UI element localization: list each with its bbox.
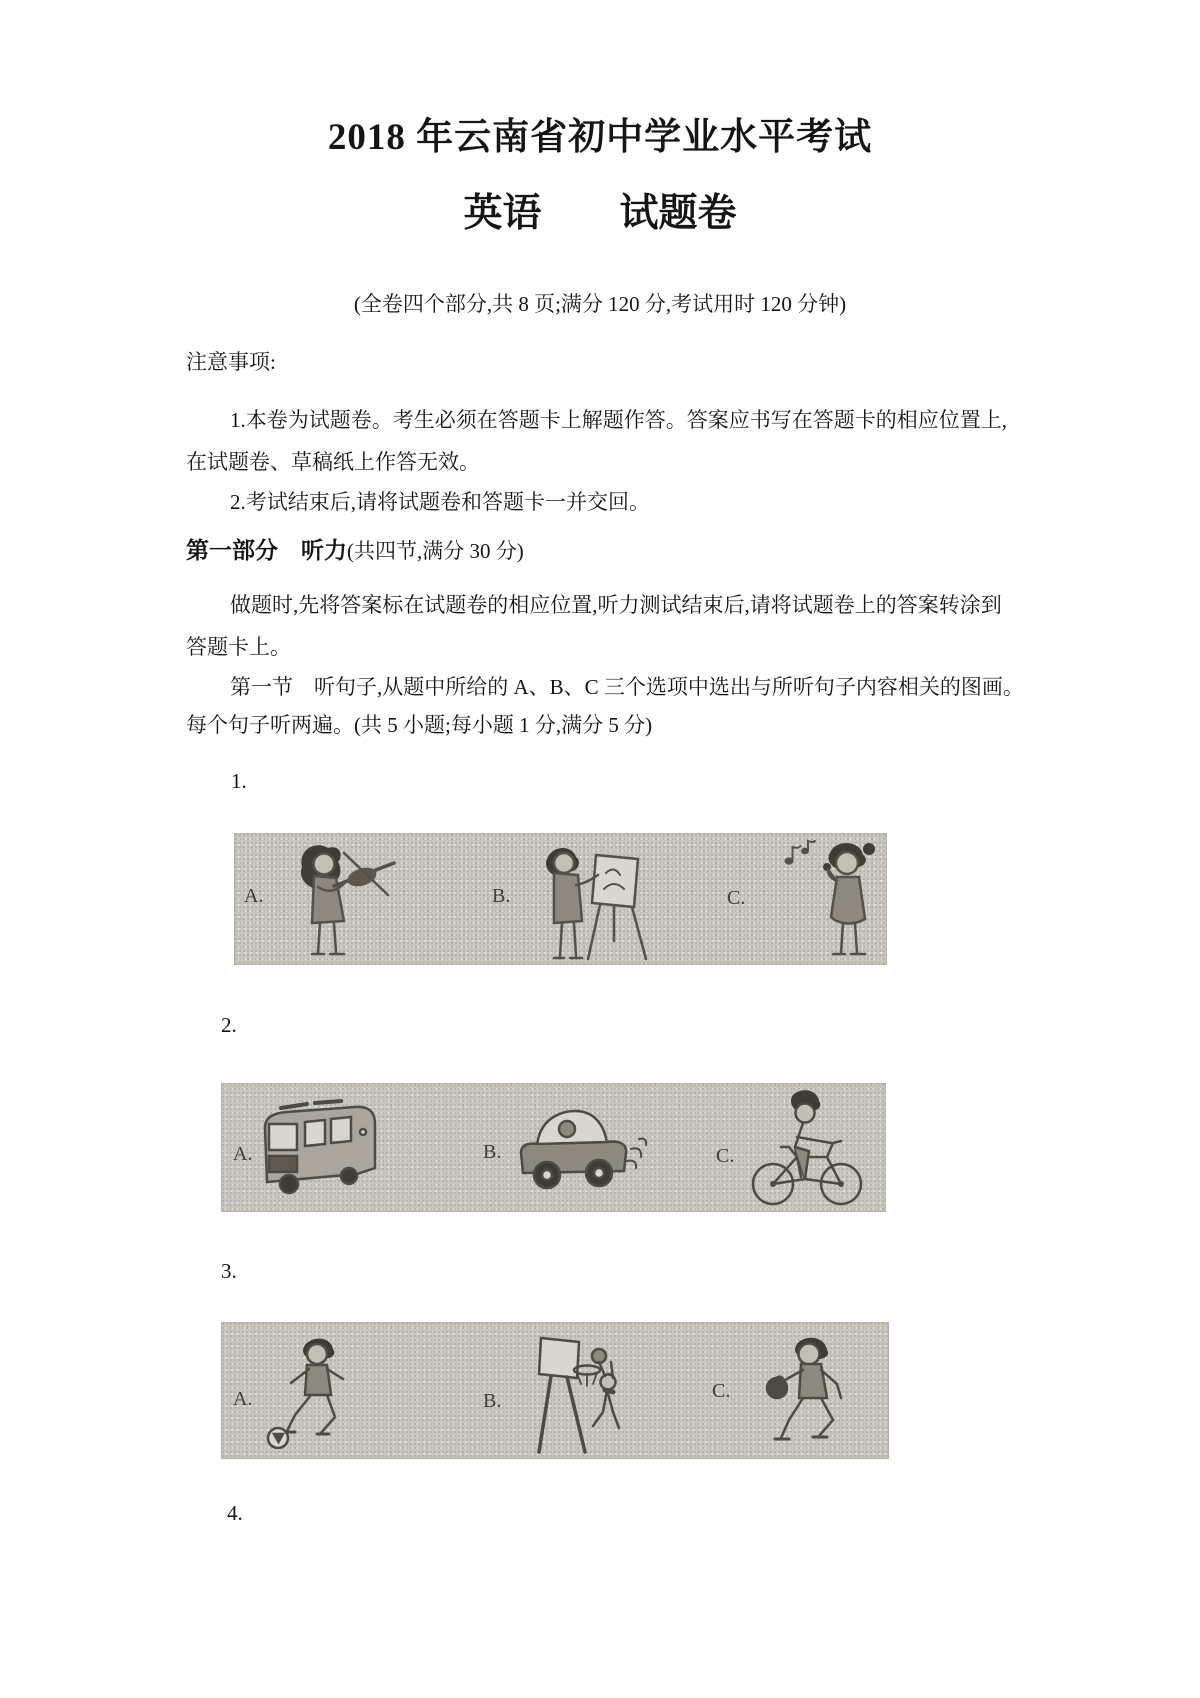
girl-playing-violin-image bbox=[272, 841, 434, 961]
question-1-picture-strip bbox=[234, 833, 887, 965]
boy-kicking-football-image bbox=[261, 1337, 375, 1449]
child-painting-at-easel-image bbox=[534, 845, 654, 963]
girl-riding-bicycle-image bbox=[745, 1089, 867, 1209]
option-c-label: C. bbox=[727, 887, 746, 909]
option-a-label: A. bbox=[233, 1143, 253, 1165]
option-b-label: B. bbox=[492, 885, 511, 907]
boy-playing-basketball-image bbox=[515, 1332, 631, 1456]
part1-heading-rest: (共四节,满分 30 分) bbox=[347, 539, 524, 563]
question-3-picture-strip bbox=[221, 1322, 889, 1459]
option-c-label: C. bbox=[716, 1145, 735, 1167]
car-with-driver-image bbox=[509, 1099, 649, 1199]
option-b-label: B. bbox=[483, 1141, 502, 1163]
notice-heading: 注意事项: bbox=[186, 350, 276, 374]
part1-heading bbox=[186, 537, 524, 565]
girl-singing-image bbox=[779, 839, 897, 963]
option-a-label: A. bbox=[244, 885, 264, 907]
part1-intro-line1: 做题时,先将答案标在试题卷的相应位置,听力测试结束后,请将试题卷上的答案转涂到 bbox=[230, 593, 1002, 617]
option-a-label: A. bbox=[233, 1388, 253, 1410]
notice-item1-line2: 在试题卷、草稿纸上作答无效。 bbox=[186, 450, 480, 474]
question-2-picture-strip bbox=[221, 1083, 886, 1212]
part1-intro-line2: 答题卡上。 bbox=[186, 635, 291, 659]
section1-instructions-line2: 每个句子听两遍。(共 5 小题;每小题 1 分,满分 5 分) bbox=[186, 713, 653, 737]
notice-item2: 2.考试结束后,请将试题卷和答题卡一并交回。 bbox=[230, 490, 650, 514]
page-title: 2018 年云南省初中学业水平考试 bbox=[327, 117, 873, 158]
question-3-number: 3. bbox=[221, 1259, 237, 1283]
notice-item1-line1: 1.本卷为试题卷。考生必须在答题卡上解题作答。答案应书写在答题卡的相应位置上, bbox=[230, 408, 1007, 432]
paper-meta-line: (全卷四个部分,共 8 页;满分 120 分,考试用时 120 分钟) bbox=[353, 292, 847, 316]
section1-instructions-line1: 第一节 听句子,从题中所给的 A、B、C 三个选项中选出与所听句子内容相关的图画。 bbox=[230, 675, 1024, 699]
option-c-label: C. bbox=[712, 1380, 731, 1402]
part1-heading-bold: 第一部分 听力 bbox=[186, 538, 347, 563]
question-1-number: 1. bbox=[231, 769, 247, 793]
option-b-label: B. bbox=[483, 1390, 502, 1412]
music-notes-icon bbox=[786, 841, 816, 864]
subject-title: 英语 试题卷 bbox=[463, 192, 737, 235]
boy-running-with-bag-image bbox=[749, 1336, 865, 1454]
question-4-number: 4. bbox=[227, 1501, 243, 1525]
question-2-number: 2. bbox=[221, 1013, 237, 1037]
bus-image bbox=[257, 1096, 381, 1202]
